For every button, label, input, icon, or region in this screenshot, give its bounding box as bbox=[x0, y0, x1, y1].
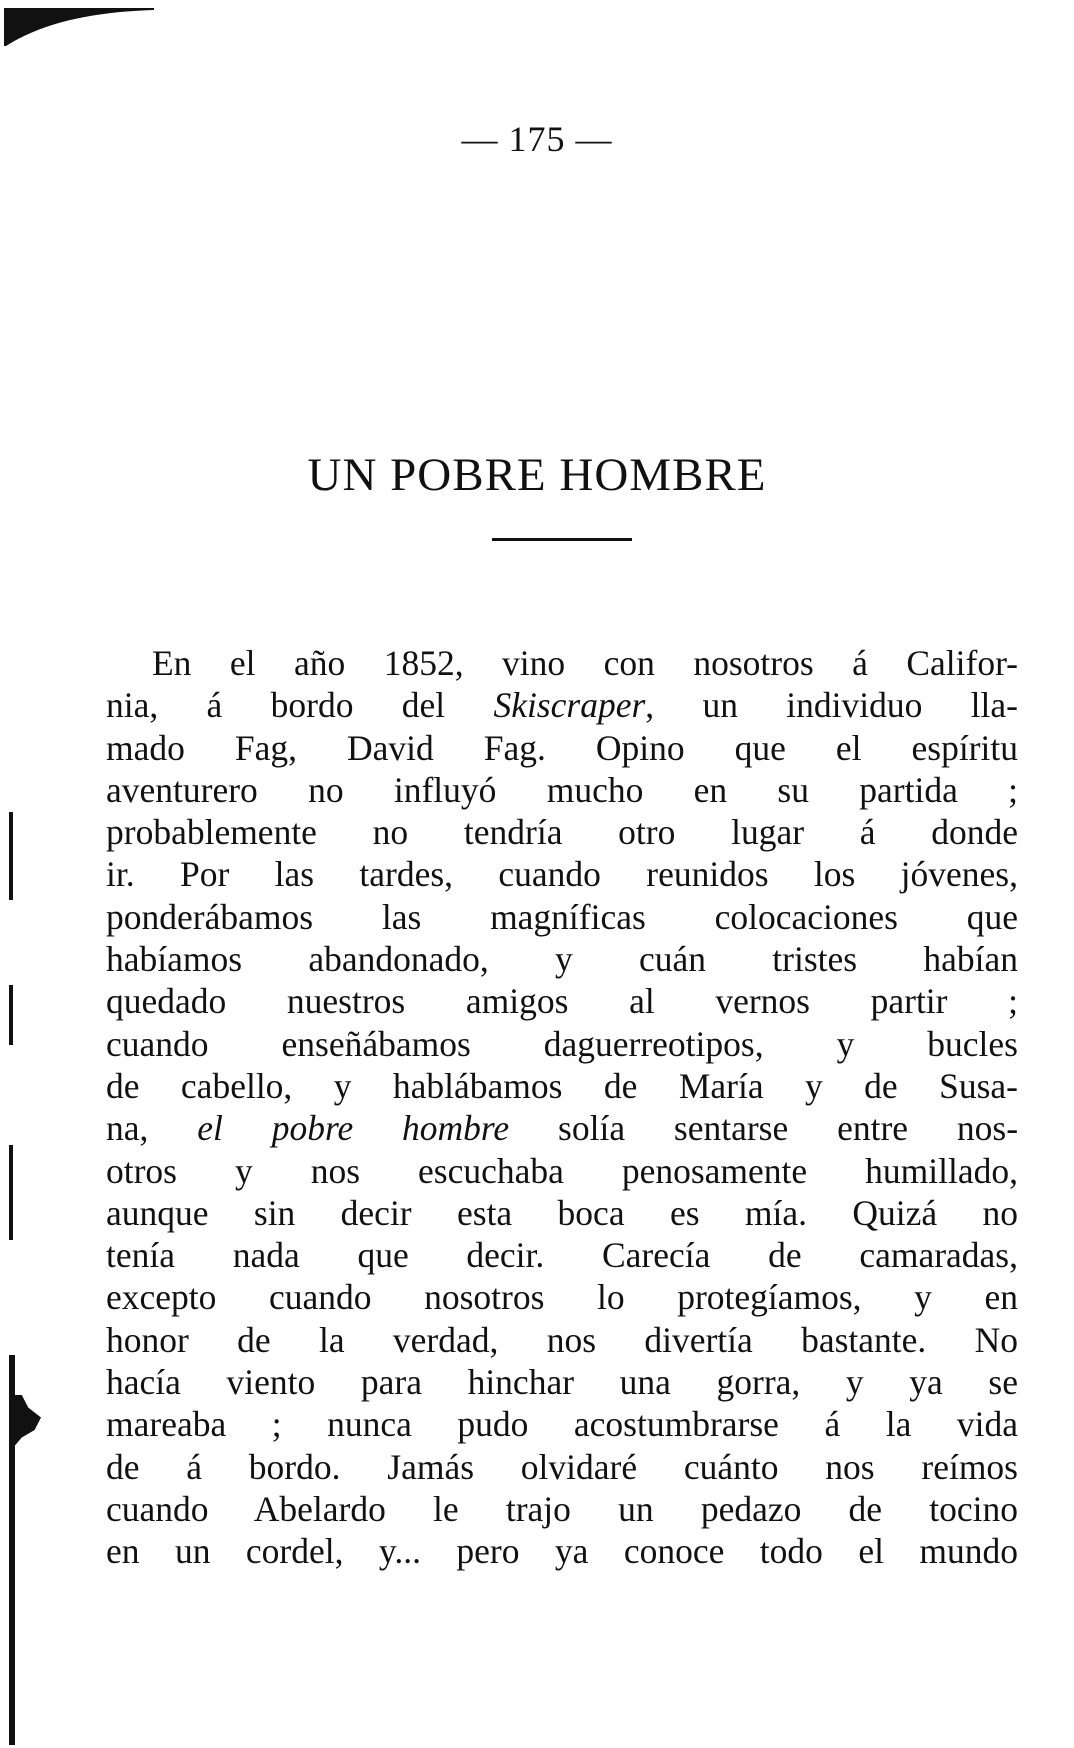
text-line bbox=[106, 896, 1018, 938]
scan-edge-artifact bbox=[9, 985, 13, 1045]
title-rule-divider bbox=[492, 538, 632, 541]
text-line bbox=[106, 811, 1018, 853]
text-run: , un individuo lla- bbox=[645, 685, 1018, 726]
text-run: excepto cuando nosotros lo protegíamos, y en bbox=[106, 1277, 1018, 1318]
text-run: nia, á bordo del bbox=[106, 685, 494, 726]
text-run: solía sentarse entre nos- bbox=[509, 1108, 1019, 1149]
text-line bbox=[106, 1234, 1018, 1276]
text-line bbox=[106, 769, 1018, 811]
text-run: aunque sin decir esta boca es mía. Quizá no bbox=[106, 1192, 1018, 1233]
italic-text: el pobre hombre bbox=[197, 1108, 510, 1149]
text-line bbox=[106, 1488, 1018, 1530]
text-run: na, bbox=[106, 1108, 198, 1149]
text-line bbox=[106, 1192, 1018, 1234]
text-line bbox=[106, 980, 1018, 1022]
text-run: otros y nos escuchaba penosamente humillado, bbox=[106, 1150, 1018, 1191]
scan-edge-artifact bbox=[9, 812, 13, 900]
page-number: — 175 — bbox=[461, 119, 613, 159]
text-run: en un cordel, y... pero ya conoce todo el mundo bbox=[106, 1531, 1018, 1572]
text-run: En el año 1852, vino con nosotros á Califor- bbox=[152, 643, 1018, 683]
text-line bbox=[106, 1403, 1018, 1445]
text-line bbox=[106, 684, 1018, 726]
text-line bbox=[106, 1446, 1018, 1488]
scan-edge-artifact bbox=[9, 1145, 13, 1240]
text-line bbox=[106, 853, 1018, 895]
body-paragraph bbox=[106, 642, 1018, 1573]
text-run: probablemente no tendría otro lugar á donde bbox=[106, 812, 1018, 853]
text-line bbox=[106, 642, 1018, 684]
text-run: cuando enseñábamos daguerreotipos, y bucles bbox=[106, 1023, 1018, 1064]
text-run: cuando Abelardo le trajo un pedazo de tocino bbox=[106, 1488, 1018, 1529]
text-line bbox=[106, 1150, 1018, 1192]
text-run: tenía nada que decir. Carecía de camaradas, bbox=[106, 1235, 1018, 1276]
text-line bbox=[106, 1065, 1018, 1107]
text-run: mareaba ; nunca pudo acostumbrarse á la vida bbox=[106, 1404, 1018, 1445]
text-run: honor de la verdad, nos divertía bastante. No bbox=[106, 1319, 1018, 1360]
text-run: aventurero no influyó mucho en su partida ; bbox=[106, 769, 1018, 810]
scan-corner-artifact bbox=[4, 8, 154, 46]
text-run: de á bordo. Jamás olvidaré cuánto nos reímos bbox=[106, 1446, 1018, 1487]
text-run: ir. Por las tardes, cuando reunidos los jóvenes, bbox=[106, 854, 1018, 895]
text-line bbox=[106, 1107, 1018, 1149]
text-line bbox=[106, 1530, 1018, 1572]
text-line bbox=[106, 1319, 1018, 1361]
text-line bbox=[106, 1023, 1018, 1065]
text-run: quedado nuestros amigos al vernos partir ; bbox=[106, 981, 1018, 1022]
italic-text: Skiscraper bbox=[493, 685, 646, 726]
text-line bbox=[106, 1361, 1018, 1403]
text-line bbox=[106, 1276, 1018, 1318]
text-line bbox=[106, 938, 1018, 980]
text-run: ponderábamos las magníficas colocaciones que bbox=[106, 896, 1018, 937]
text-run: hacía viento para hinchar una gorra, y ya se bbox=[106, 1362, 1018, 1403]
scan-edge-artifact bbox=[9, 1395, 41, 1445]
text-run: mado Fag, David Fag. Opino que el espíritu bbox=[106, 727, 1018, 768]
text-run: de cabello, y hablábamos de María y de Susa- bbox=[106, 1065, 1018, 1106]
chapter-title: UN POBRE HOMBRE bbox=[307, 449, 767, 501]
text-run: habíamos abandonado, y cuán tristes habían bbox=[106, 939, 1018, 980]
text-line bbox=[106, 727, 1018, 769]
